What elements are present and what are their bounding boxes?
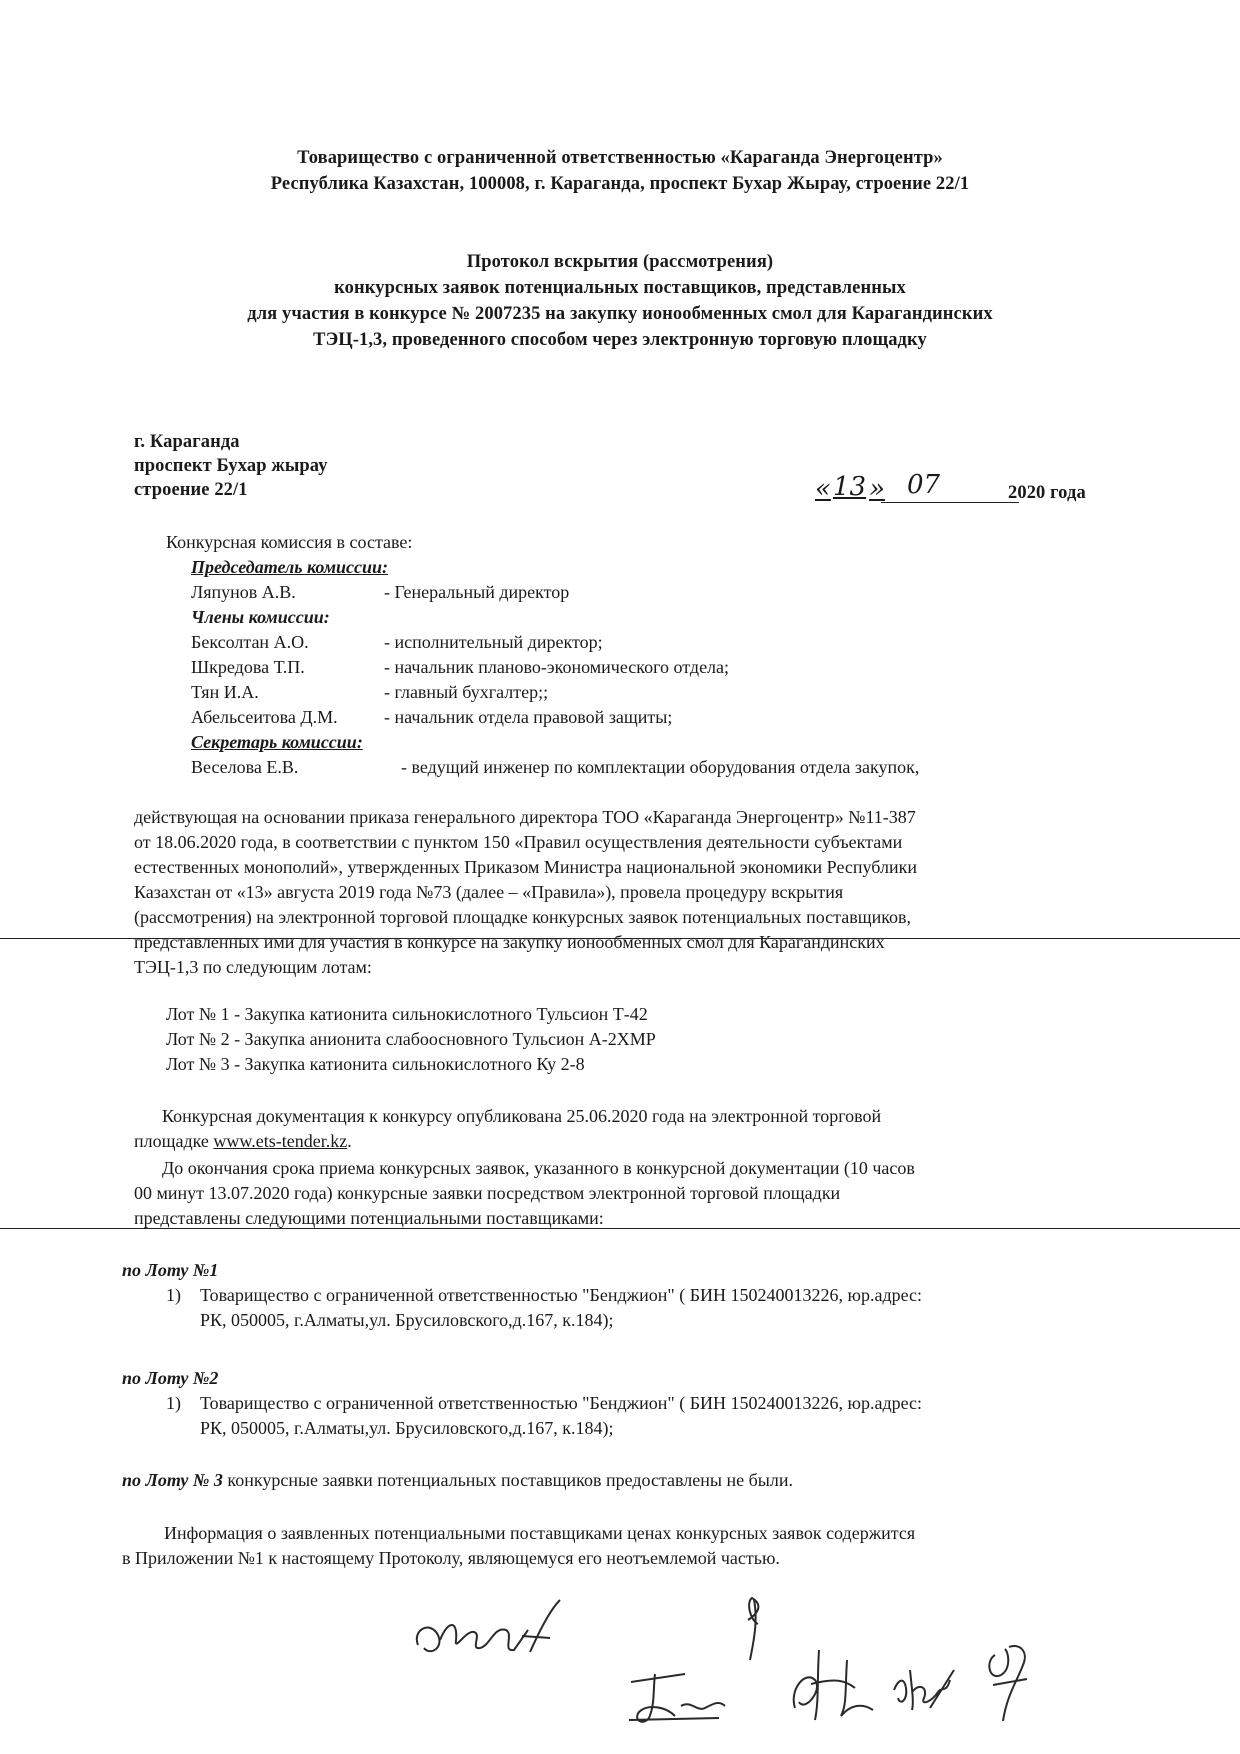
info-paragraph — [122, 1521, 1112, 1571]
lot-item: Лот № 1 - Закупка катионита сильнокислотного Тульсион Т-42 — [166, 1004, 648, 1024]
signature-chairman — [410, 1590, 580, 1670]
secretary-role: - ведущий инженер по комплектации оборудования отдела закупок, — [401, 757, 920, 777]
paragraph-line: естественных монополий», утвержденных Приказом Министра национальной экономики Республики — [134, 857, 917, 877]
date-day: 13 — [833, 472, 867, 502]
chair-row — [191, 580, 1106, 605]
title-line-4: ТЭЦ-1,3, проведенного способом через электронную торговую площадку — [313, 330, 927, 350]
member-name: Бексолтан А.О. — [191, 632, 309, 652]
lot2-supplier-text — [200, 1391, 922, 1441]
lot-item: Лот № 2 - Закупка анионита слабоосновного Тульсион А-2ХМР — [166, 1029, 656, 1049]
member-name: Шкредова Т.П. — [191, 657, 305, 677]
place-building: строение 22/1 — [134, 480, 248, 500]
title-line-3: для участия в конкурсе № 2007235 на закупку ионообменных смол для Карагандинских — [247, 304, 993, 324]
member-role: - начальник отдела правовой защиты; — [384, 707, 673, 727]
paragraph-line: Казахстан от «13» августа 2019 года №73 (далее – «Правила»), провела процедуру вскрытия — [134, 882, 844, 902]
paragraph-line: от 18.06.2020 года, в соответствии с пунктом 150 «Правил осуществления деятельности субъектами — [134, 832, 903, 852]
paragraph-line: действующая на основании приказа генерального директора ТОО «Караганда Энергоцентр» №11-387 — [134, 807, 916, 827]
lot2-supplier-line: Товарищество с ограниченной ответственностью "Бенджион" ( БИН 150240013226, юр.адрес: — [200, 1393, 923, 1413]
publication-line-2 — [134, 1129, 1106, 1154]
protocol-date — [815, 470, 1115, 510]
info-line: в Приложении №1 к настоящему Протоколу, являющемуся его неотъемлемой частью. — [122, 1548, 780, 1568]
deadline-paragraph — [134, 1156, 1106, 1231]
title-line-2: конкурсных заявок потенциальных поставщиков, представленных — [334, 278, 906, 298]
member-row — [191, 630, 1106, 655]
signature-member-3 — [890, 1640, 960, 1720]
title-line-1: Протокол вскрытия (рассмотрения) — [466, 252, 774, 272]
signature-mark — [740, 1590, 770, 1670]
signature-member-1 — [625, 1660, 735, 1740]
lot-item: Лот № 3 - Закупка катионита сильнокислотного Ку 2-8 — [166, 1054, 585, 1074]
date-open-quote: « — [815, 474, 831, 504]
paragraph-line: (рассмотрения) на электронной торговой площадке конкурсных заявок потенциальных поставщиков, — [134, 907, 912, 927]
member-row — [191, 705, 1106, 730]
tender-site-link[interactable]: www.ets-tender.kz — [213, 1131, 348, 1151]
lot2-supplier-number: 1) — [166, 1393, 181, 1413]
org-header — [0, 145, 1240, 197]
commission-intro: Конкурсная комиссия в составе: — [166, 532, 413, 552]
org-address: Республика Казахстан, 100008, г. Караганда, проспект Бухар Жырау, строение 22/1 — [270, 174, 970, 194]
scan-strike-line — [0, 1228, 1240, 1229]
chair-name: Ляпунов А.В. — [191, 582, 296, 602]
secretary-row — [191, 755, 1106, 780]
lot3-heading: по Лоту № 3 — [122, 1470, 223, 1490]
org-name: Товарищество с ограниченной ответственностью «Караганда Энергоцентр» — [297, 148, 943, 168]
date-month: 07 — [907, 470, 941, 500]
secretary-name: Веселова Е.В. — [191, 757, 299, 777]
lot3-section — [122, 1468, 1112, 1493]
lot2-heading: по Лоту №2 — [122, 1368, 219, 1388]
lot1-supplier-line: РК, 050005, г.Алматы,ул. Брусиловского,д.167, к.184); — [200, 1310, 614, 1330]
paragraph-line: ТЭЦ-1,3 по следующим лотам: — [134, 957, 372, 977]
date-month-underline — [881, 502, 1019, 503]
lot1-heading: по Лоту №1 — [122, 1260, 219, 1280]
member-name: Абельсеитова Д.М. — [191, 707, 338, 727]
deadline-line: 00 минут 13.07.2020 года) конкурсные заявки посредством электронной торговой площадки — [134, 1183, 841, 1203]
secretary-heading: Секретарь комиссии: — [191, 732, 363, 752]
chair-heading: Председатель комиссии: — [191, 557, 389, 577]
deadline-line: До окончания срока приема конкурсных заявок, указанного в конкурсной документации (10 часов — [162, 1158, 915, 1178]
chair-section — [166, 555, 1106, 780]
lot2-supplier — [122, 1391, 1112, 1441]
lot1-supplier-number: 1) — [166, 1285, 181, 1305]
lot2-section — [122, 1366, 1112, 1441]
member-role: - главный бухгалтер;; — [384, 682, 549, 702]
signature-member-2 — [785, 1640, 885, 1730]
lots-list — [166, 1002, 1066, 1077]
lot1-supplier — [122, 1283, 1112, 1333]
publication-suffix: . — [347, 1131, 352, 1151]
info-line: Информация о заявленных потенциальными поставщиками ценах конкурсных заявок содержится — [164, 1523, 916, 1543]
lot1-section — [122, 1258, 1112, 1333]
publication-prefix: площадке — [134, 1131, 214, 1151]
date-close-quote: » — [869, 474, 885, 504]
paragraph-line: представленных ими для участия в конкурсе на закупку ионообменных смол для Карагандинских — [134, 932, 885, 952]
place-block — [134, 430, 534, 502]
member-role: - исполнительный директор; — [384, 632, 603, 652]
signature-member-4 — [965, 1625, 1045, 1735]
commission-block — [166, 530, 1106, 780]
publication-paragraph — [134, 1104, 1106, 1154]
lot2-supplier-line: РК, 050005, г.Алматы,ул. Брусиловского,д.167, к.184); — [200, 1418, 614, 1438]
member-name: Тян И.А. — [191, 682, 259, 702]
publication-line-1: Конкурсная документация к конкурсу опубликована 25.06.2020 года на электронной торговой — [162, 1106, 882, 1126]
place-street: проспект Бухар жырау — [134, 456, 328, 476]
member-role: - начальник планово-экономического отдела; — [384, 657, 730, 677]
date-year: 2020 года — [1008, 483, 1086, 503]
lot1-supplier-line: Товарищество с ограниченной ответственностью "Бенджион" ( БИН 150240013226, юр.адрес: — [200, 1285, 923, 1305]
deadline-line: представлены следующими потенциальными поставщиками: — [134, 1208, 604, 1228]
chair-role: - Генеральный директор — [384, 582, 570, 602]
place-city: г. Караганда — [134, 432, 240, 452]
member-row — [191, 680, 1106, 705]
lot1-supplier-text — [200, 1283, 922, 1333]
scan-strike-line — [0, 938, 1240, 939]
lot3-text: конкурсные заявки потенциальных поставщиков предоставлены не были. — [222, 1470, 793, 1490]
member-row — [191, 655, 1106, 680]
members-heading: Члены комиссии: — [191, 607, 330, 627]
procedure-paragraph — [134, 805, 1106, 980]
document-title — [0, 249, 1240, 353]
